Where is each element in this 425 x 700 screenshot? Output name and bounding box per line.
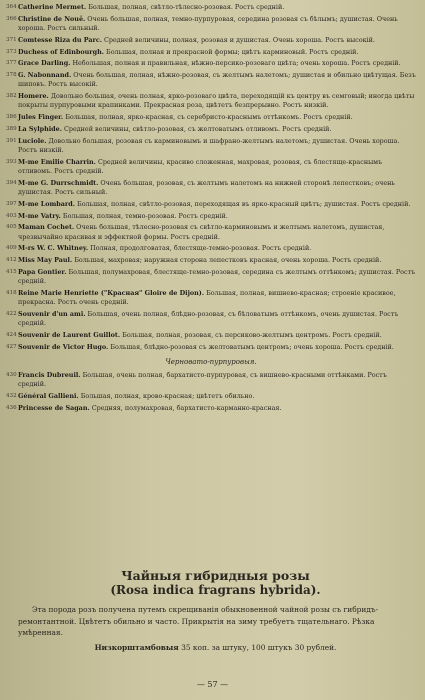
list-item: 422 Souvenir d'un ami. Большая, очень полная, блѣдно-розовая, съ бѣловатымъ оттѣнкомъ, очень душистая. Ростъ средній. <box>6 309 399 328</box>
list-item: 415 Papa Gontier. Большая, полумахровая, блестяще-темно-розовая, середина съ желтымъ оттѣнкомъ; душистая. Ростъ средній. <box>6 267 416 286</box>
list-item: 424 Souvenir de Laurent Guillot. Большая, полная, розовая, съ персиково-желтымъ центромъ. Ростъ средній. <box>6 330 382 339</box>
color-group-heading: Черновато-пурпуровыя. <box>165 357 257 366</box>
list-item: 386 Jules Finger. Большая, полная, ярко-красная, съ серебристо-краснымъ оттѣнкомъ. Ростъ средній. <box>6 113 353 122</box>
section-subtitle: (Rosa indica fragrans hybrida). <box>110 583 321 597</box>
list-item: 432 Général Gallieni. Большая, полная, крово-красная; цвѣтетъ обильно. <box>6 391 255 400</box>
price-text: 35 коп. за штуку, 100 штукъ 30 рублей. <box>181 642 337 652</box>
list-item: 378 G. Nabonnand. Очень большая, полная, нѣжно-розовая, съ желтымъ налетомъ; душистая и обильно цвѣтущая. Безъ шиповъ. Ростъ высокій. <box>6 71 416 89</box>
list-item: 403 M-me Vatry. Большая, полная, темно-розовая. Ростъ средній. <box>6 211 228 220</box>
list-item: 364 Catherine Mermet. Большая, полная, свѣтло-тѣлесно-розовая. Ростъ средній. <box>6 3 285 11</box>
list-item: 427 Souvenir de Victor Hugo. Большая, блѣдно-розовая съ желтоватымъ центромъ; очень хороша. Ростъ средній. <box>6 342 394 351</box>
list-item: 382 Homere. Довольно большая, очень полная, ярко-розоваго цвѣта, переходящій къ центру въ семговый; иногда цвѣты покрыты пурпуровыми крапинками. Прекрасная роза, цвѣтетъ безпрерывно. Ростъ низкій. <box>6 92 415 110</box>
list-item: 430 Francis Dubreuil. Большая, очень полная, бархатисто-пурпуровая, съ вишнево-красными оттѣнками. Ростъ средній. <box>6 370 387 389</box>
price-label: Низкорштамбовыя <box>94 642 179 652</box>
rose-list <box>6 3 416 416</box>
list-item: 412 Miss May Paul. Большая, махровая; наружная сторона лепестковъ красная, очень хороша. Ростъ средній. <box>6 256 382 265</box>
list-item: 389 La Sylphide. Средней величины, свѣтло-розовая, съ желтоватымъ отливомъ. Ростъ средній. <box>6 124 332 133</box>
list-item: 391 Luciole. Довольно большая, розовая съ карминовымъ и шафрано-желтымъ налетомъ; душистая. Очень хороша. Ростъ низкій. <box>6 136 400 154</box>
list-item: 418 Reine Marie Henriette ("Красная" Gloire de Dijon). Большая, полная, вишнево-красная; строеніе красивое, прекрасна. Ростъ очень средній. <box>6 288 396 307</box>
list-item: 409 M-rs W. C. Whitney. Полная, продолговатая, блестяще-темно-розовая. Ростъ средній. <box>6 244 312 253</box>
page-number: — 57 — <box>196 680 229 689</box>
section-description: Эта порода розъ получена путемъ скрещиванія обыкновенной чайной розы съ гибридъ-ремонтантной. Цвѣтетъ обильно и часто. Прикрытія на зиму требуетъ тщательнаго. Рѣзка умѣренная. <box>18 605 379 637</box>
list-item: 394 M-me G. Durrschmidt. Очень большая, розовая, съ желтымъ налетомъ на нижней сторонѣ лепестковъ; очень душистая. Ростъ сильный. <box>6 178 395 196</box>
list-item: 373 Duchess of Edinbourgh. Большая, полная и прекрасной формы; цвѣтъ карминовый. Ростъ средній. <box>6 47 359 56</box>
price-line <box>18 643 413 652</box>
list-item: 371 Comtesse Riza du Parc. Средней величины, полная, розовая и душистая. Очень хороша. Ростъ высокій. <box>6 35 375 44</box>
section-title: Чайныя гибридныя розы <box>121 568 310 583</box>
list-item: 397 M-me Lombard. Большая, полная, свѣтло-розовая, переходящая въ ярко-красный цвѣтъ; душистая. Ростъ средній. <box>6 199 411 208</box>
hybrid-tea-section <box>18 568 413 652</box>
list-item: 436 Princesse de Sagan. Средняя, полумахровая, бархатисто-карманно-красная. <box>6 403 282 412</box>
list-item: 405 Maman Cochet. Очень большая, тѣлесно-розовая съ свѣтло-карминовымъ и желтымъ налетомъ, душистая, чрезвычайно красивая и эффектной формы. Ростъ средній. <box>6 223 385 241</box>
list-item: 377 Grace Darling. Небольшая, полная и правильная, нѣжно-персико-розоваго цвѣта; очень хороша. Ростъ средній. <box>6 59 401 68</box>
list-item: 366 Christine de Nouë. Очень большая, полная, темно-пурпуровая, середина розовая съ бѣлымъ; душистая. Очень хороша. Ростъ сильный. <box>6 14 398 32</box>
list-item: 393 M-me Emilie Charrin. Средней величины, красиво сложенная, махровая, розовая, съ блестяще-краснымъ отливомъ. Ростъ средній. <box>6 157 383 175</box>
